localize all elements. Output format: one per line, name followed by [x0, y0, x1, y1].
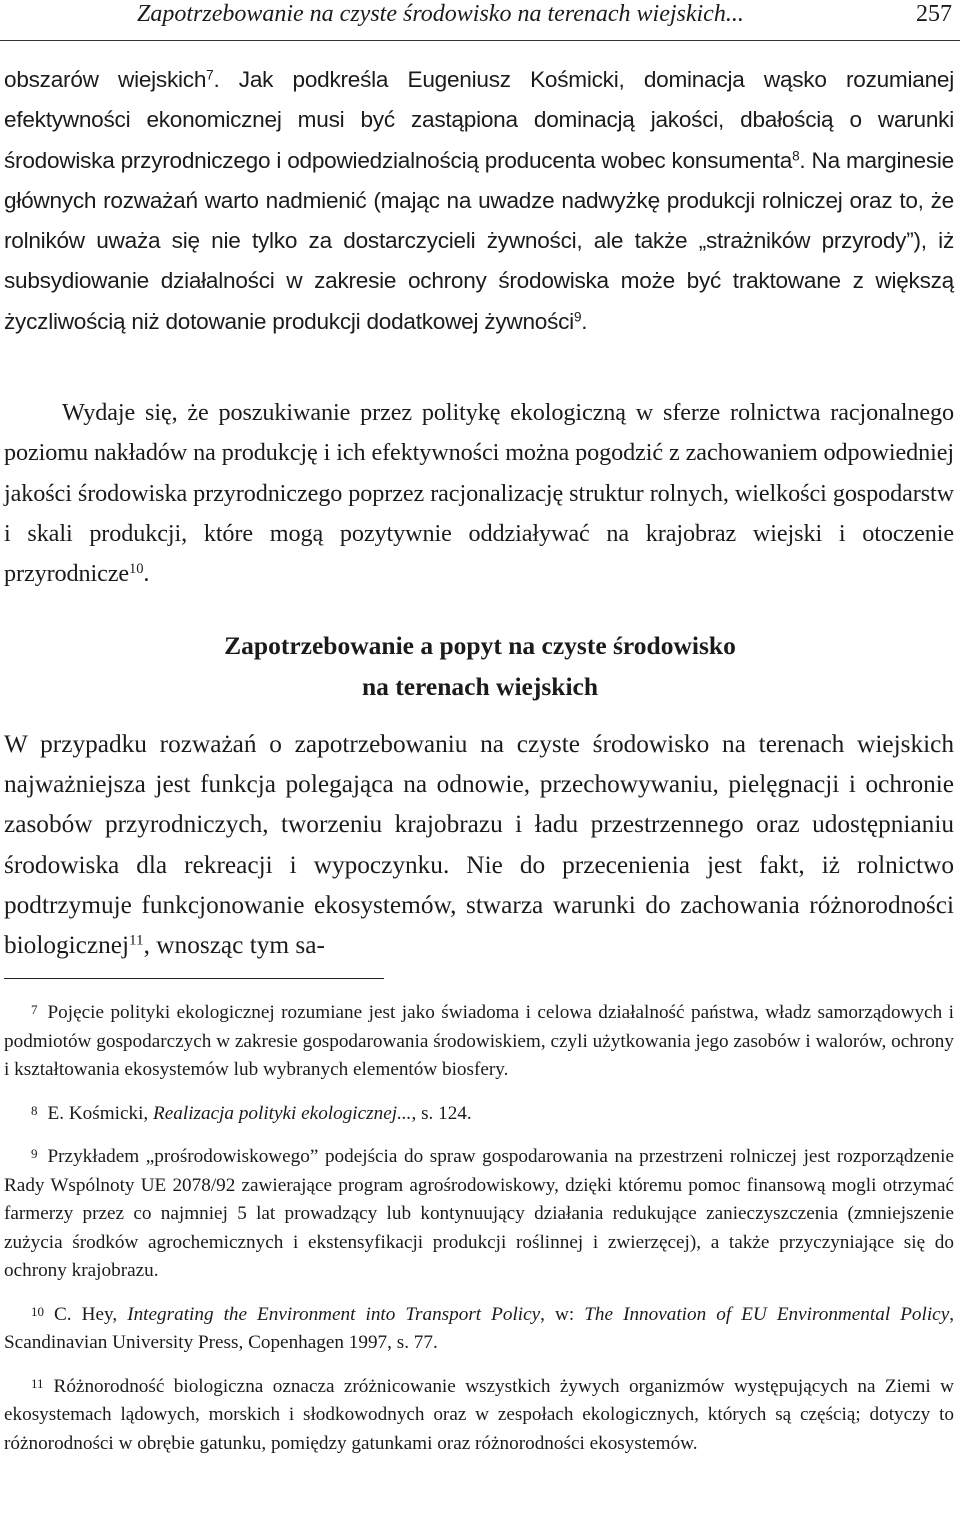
footnote-number: 8 — [31, 1102, 38, 1118]
paragraph-3 — [4, 724, 954, 965]
footnote-title: Realizacja polityki ekologicznej... — [153, 1102, 412, 1124]
section-heading-line-2: na terenach wiejskich — [361, 672, 599, 701]
footnote-ref-11[interactable]: 11 — [129, 931, 144, 949]
footnote-ref-9[interactable]: 9 — [573, 309, 582, 325]
footnote-title: Integrating the Environment into Transport Policy — [127, 1303, 541, 1325]
footnote-page: , s. 124. — [411, 1102, 472, 1124]
footnote-publisher: , Scandinavian University Press, Copenhagen 1997, s. 77. — [4, 1303, 955, 1353]
footnote-connector: , w: — [540, 1303, 585, 1325]
section-heading-line-1: Zapotrzebowanie a popyt na czyste środowisko — [224, 631, 736, 660]
paragraph-1-text — [4, 67, 954, 334]
paragraph-3-end: , wnosząc tym sa- — [143, 931, 325, 960]
footnotes — [4, 996, 954, 1470]
paragraph-1-sentence-1: obszarów wiejskich — [4, 67, 207, 92]
footnote-number: 7 — [31, 1002, 38, 1017]
footnote-text: Pojęcie polityki ekologicznej rozumiane jest jako świadoma i celowa działalność państwa, władz samorządowych i podmiotów gospodarczych w zakresie gospodarowania środowiskiem, czyli użytkowania jego zasobów i walorów, ochrony i kształtowania ekosystemów lub wybranych elementów biosfery. — [4, 1002, 954, 1080]
paragraph-2 — [4, 393, 954, 594]
footnote-author: C. Hey, — [54, 1303, 128, 1325]
footnote-7 — [4, 996, 954, 1085]
footnote-ref-10[interactable]: 10 — [129, 561, 144, 578]
paragraph-2-end: . — [143, 560, 150, 588]
paragraph-2-text: Wydaje się, że poszukiwanie przez politykę ekologiczną w sferze rolnictwa racjonalnego poziomu nakładów na produkcję i ich efektywności można pogodzić z zachowaniem odpowiedniej jakości środowiska przyrodniczego poprzez racjonalizację struktur rolnych, wielkości gospodarstw i skali produkcji, które mogą pozytywnie oddziaływać na krajobraz wiejski i otoczenie przyrodnicze — [4, 399, 954, 588]
footnote-author: E. Kośmicki, — [47, 1102, 154, 1124]
footnote-text: Różnorodność biologiczna oznacza zróżnicowanie wszystkich żywych organizmów występujących na Ziemi w ekosystemach lądowych, morskich i słodkowodnych oraz w zespołach ekologicznych, których są częścią; dotyczy to różnorodności w obrębie gatunku, pomiędzy gatunkami oraz różnorodności ekosystemów. — [4, 1375, 954, 1454]
paragraph-1-end: . — [581, 308, 588, 334]
page-number: 257 — [916, 1, 952, 27]
footnote-text: Przykładem „prośrodowiskowego” podejścia do spraw gospodarowania na przestrzeni rolniczej jest rozporządzenie Rady Wspólnoty UE 2078/92 zawierające program agrośrodowiskowy, dzięki któremu pomoc finansową mogli otrzymać farmerzy przez co najmniej 5 lat prowadzący lub kontynuujący działania redukujące zanieczyszczenia (zmniejszenie zużycia środków agrochemicznych i ekstensyfikacji produkcji roślinnej i zwierzęcej), a także przyczyniające się do ochrony krajobrazu. — [4, 1146, 954, 1281]
footnote-ref-8[interactable]: 8 — [792, 148, 800, 164]
footnote-separator — [4, 978, 384, 979]
footnote-ref-7[interactable]: 7 — [206, 67, 214, 83]
footnote-9 — [4, 1140, 954, 1286]
footnote-11 — [4, 1370, 954, 1459]
footnote-book-title: The Innovation of EU Environmental Policy — [584, 1303, 950, 1325]
paragraph-3-text: W przypadku rozważań o zapotrzebowaniu na czyste środowisko na terenach wiejskich najważniejsza jest funkcja polegająca na odnowie, przechowywaniu, pielęgnacji i ochronie zasobów przyrodniczych, tworzeniu krajobrazu i ładu przestrzennego oraz udostępnianiu środowiska dla rekreacji i wypoczynku. Nie do przecenienia jest fakt, iż rolnictwo podtrzymuje funkcjonowanie ekosystemów, stwarza warunki do zachowania różnorodności biologicznej — [4, 730, 954, 960]
paragraph-1-sentence-2: . Jak podkreśla Eugeniusz Kośmicki, dominacja wąsko rozumianej efektywności ekonomicznej musi być zastąpiona dominacją jakości, dbałością o warunki środowiska przyrodniczego i odpowiedzialnością producenta wobec konsumenta — [4, 67, 954, 173]
running-header — [0, 0, 960, 41]
footnote-number: 9 — [31, 1146, 38, 1161]
footnote-number: 10 — [31, 1303, 44, 1319]
paragraph-1-sentence-3: . Na marginesie głównych rozważań warto nadmienić (mając na uwadze nadwyżkę produkcji rolniczej oraz to, że rolników uważa się nie tylko za dostarczycieli żywności, ale także „strażników przyrody”), iż subsydiowanie działalności w zakresie ochrony środowiska może być traktowane z większą życzliwością niż dotowanie produkcji dodatkowej żywności — [4, 147, 954, 334]
footnote-8 — [4, 1097, 954, 1129]
running-title: Zapotrzebowanie na czyste środowisko na terenach wiejskich... — [137, 1, 744, 27]
footnote-number: 11 — [31, 1375, 44, 1391]
footnote-10 — [4, 1298, 954, 1358]
section-heading — [0, 625, 960, 707]
paragraph-1 — [4, 60, 954, 342]
